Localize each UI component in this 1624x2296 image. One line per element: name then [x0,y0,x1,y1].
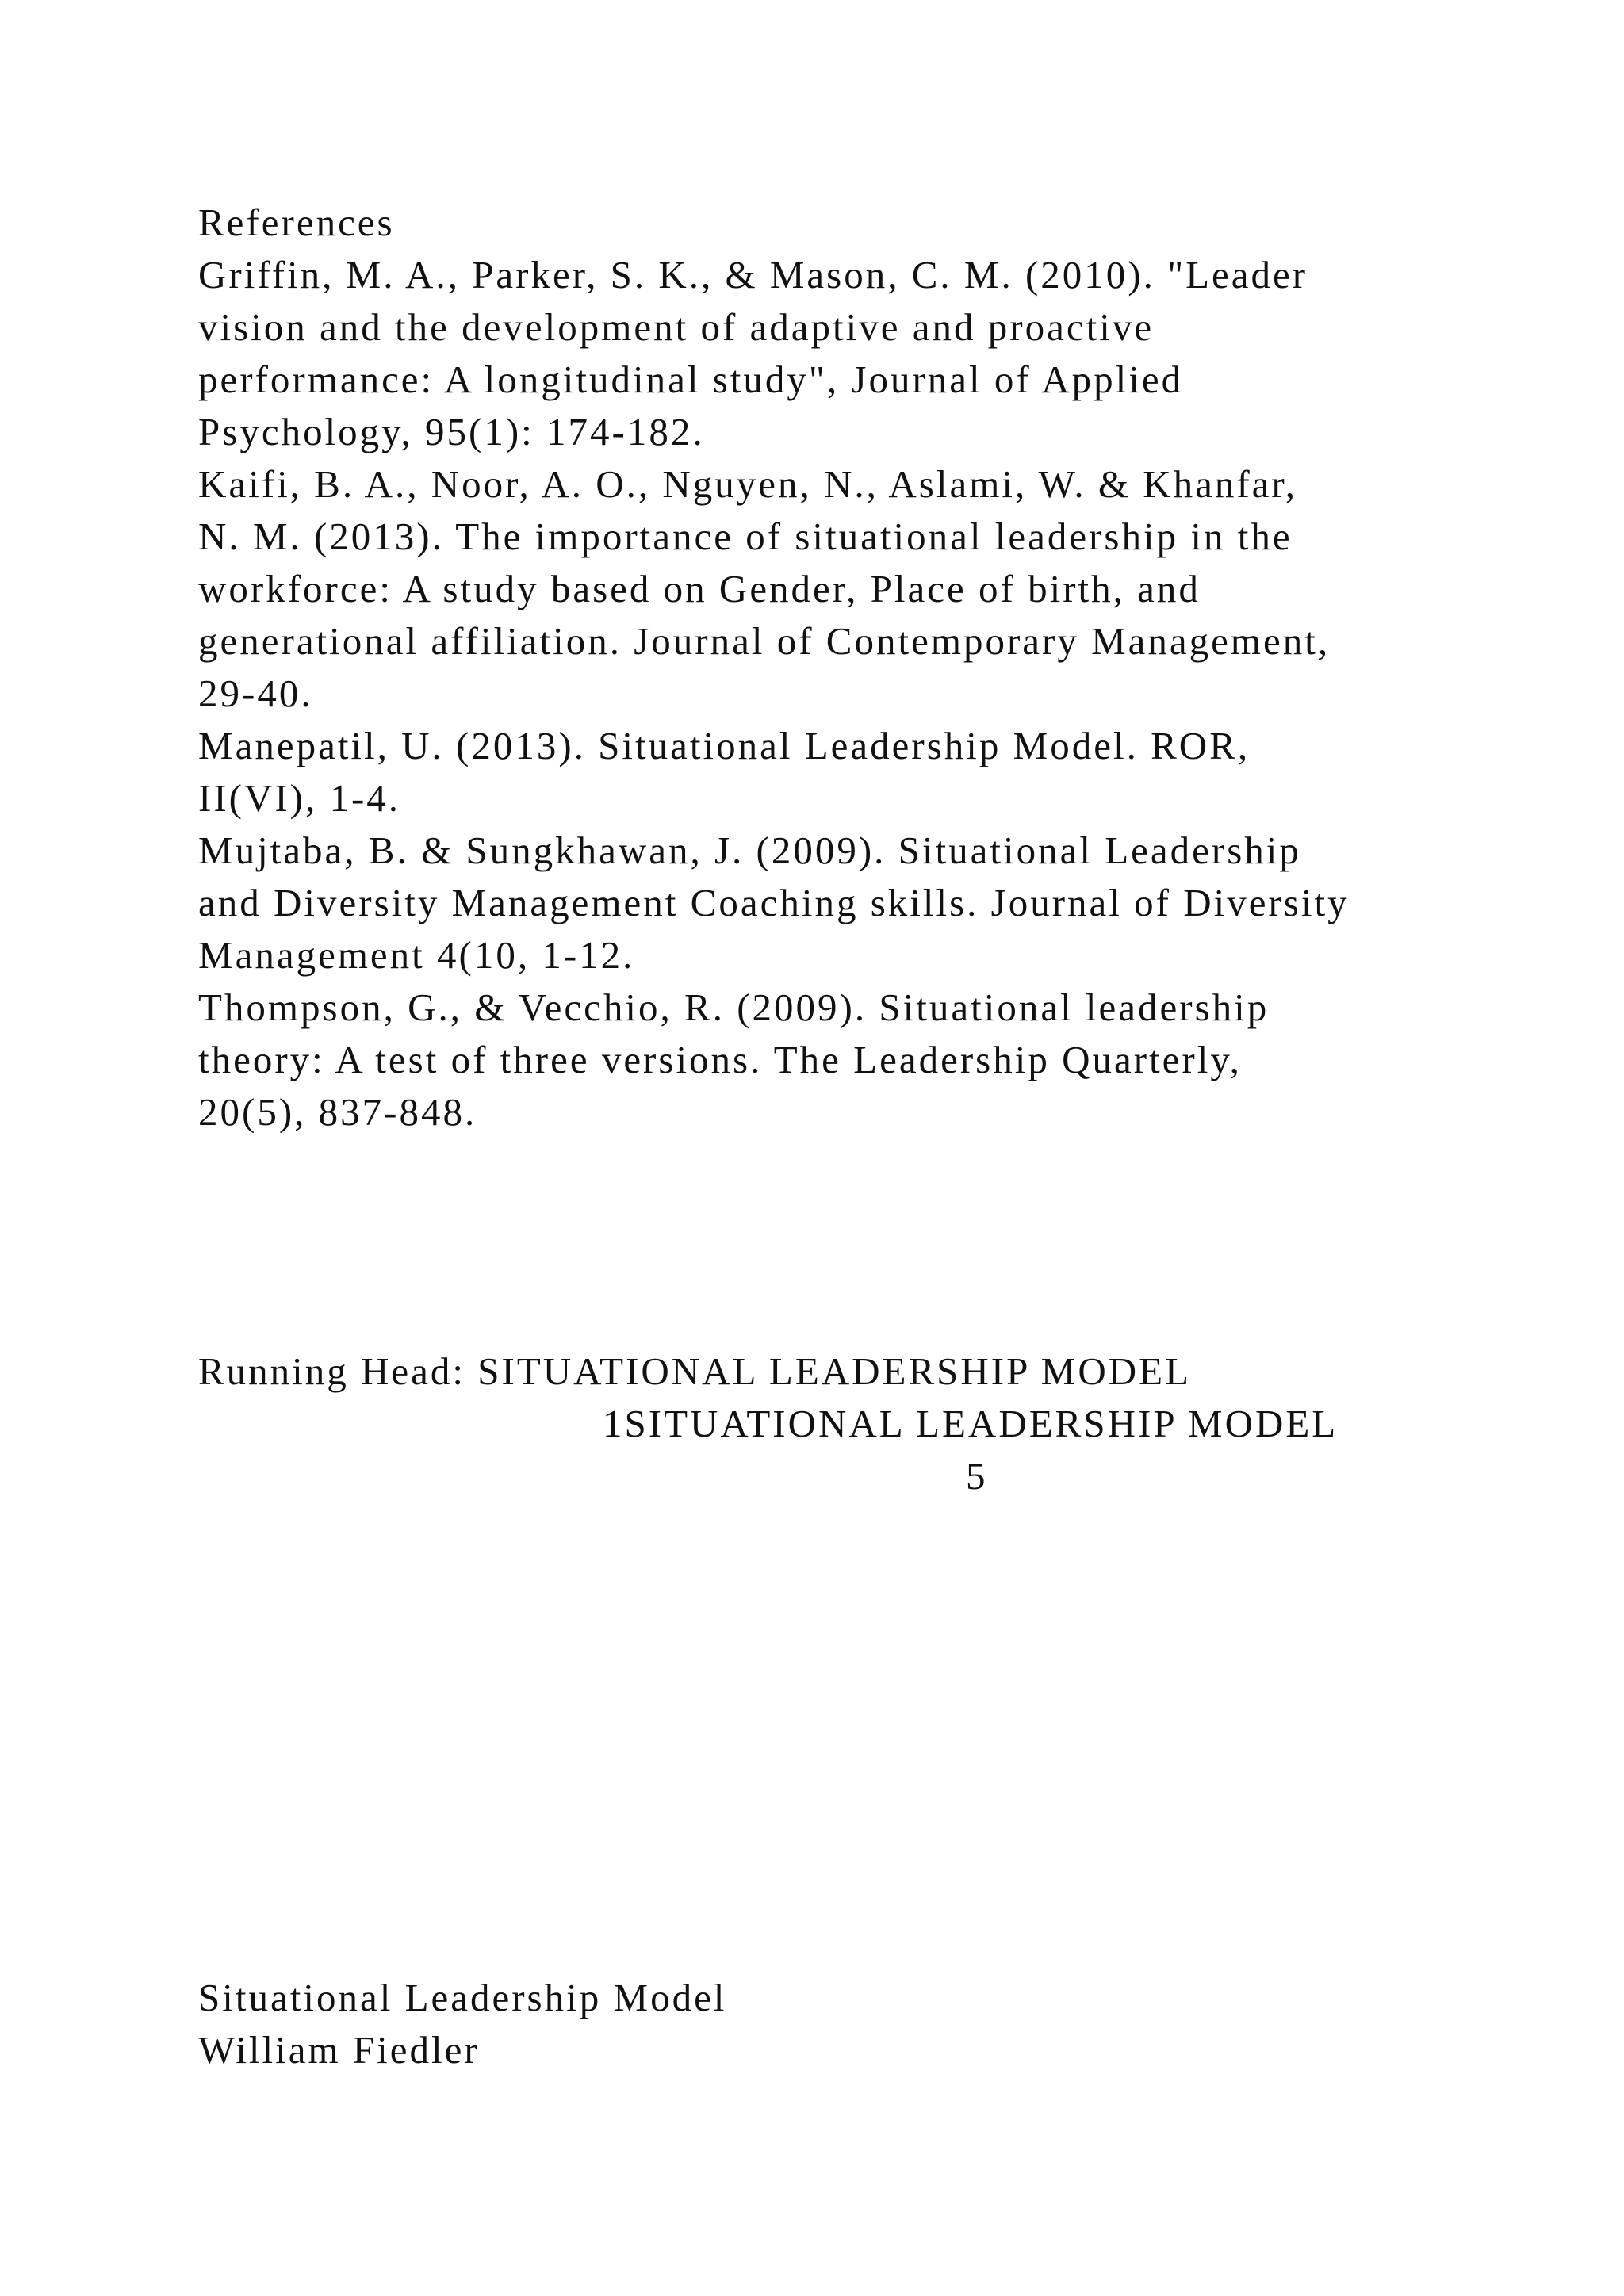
author-name: William Fiedler [198,2028,480,2072]
references-heading: References [198,201,395,244]
reference-line: Management 4(10, 1-12. [198,933,635,977]
page-number: 5 [966,1454,988,1498]
reference-line: 29-40. [198,672,313,715]
reference-line: Griffin, M. A., Parker, S. K., & Mason, C. M. (2010). "Leader [198,253,1308,297]
paper-title: Situational Leadership Model [198,1976,727,2019]
reference-line: Thompson, G., & Vecchio, R. (2009). Situational leadership [198,985,1270,1029]
page-header-title: 1SITUATIONAL LEADERSHIP MODEL [603,1402,1339,1445]
reference-line: Kaifi, B. A., Noor, A. O., Nguyen, N., Aslami, W. & Khanfar, [198,462,1298,506]
reference-line: N. M. (2013). The importance of situational leadership in the [198,515,1293,558]
reference-line: generational affiliation. Journal of Contemporary Management, [198,619,1331,663]
reference-line: vision and the development of adaptive and proactive [198,305,1155,349]
reference-line: Psychology, 95(1): 174-182. [198,410,705,453]
reference-line: II(VI), 1-4. [198,776,401,820]
reference-line: workforce: A study based on Gender, Place of birth, and [198,567,1201,610]
running-head: Running Head: SITUATIONAL LEADERSHIP MODEL [198,1349,1191,1393]
reference-line: theory: A test of three versions. The Leadership Quarterly, [198,1038,1242,1081]
reference-line: Mujtaba, B. & Sungkhawan, J. (2009). Situational Leadership [198,828,1301,872]
reference-line: 20(5), 837-848. [198,1090,477,1134]
reference-line: Manepatil, U. (2013). Situational Leadership Model. ROR, [198,724,1251,767]
reference-line: performance: A longitudinal study", Journal of Applied [198,358,1184,401]
reference-line: and Diversity Management Coaching skills. Journal of Diversity [198,881,1350,924]
